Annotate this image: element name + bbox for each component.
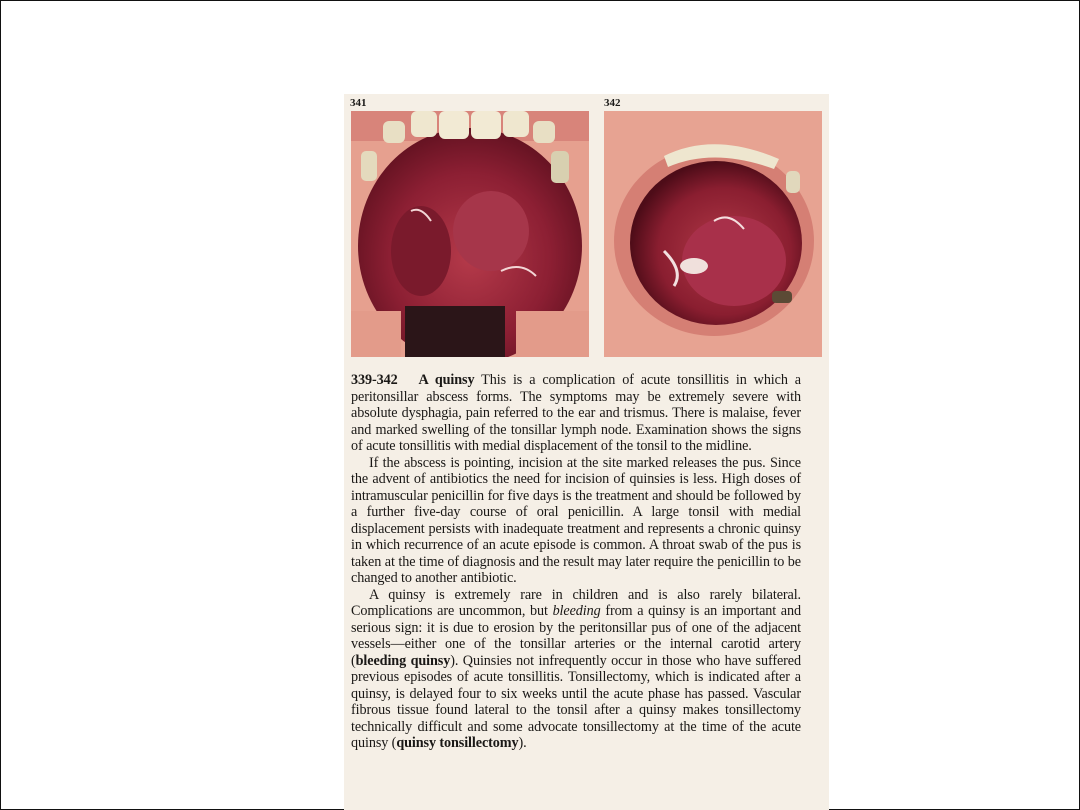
paragraph-1-text: This is a complication of acute tonsillitis in which a peritonsillar abscess forms. The symptoms may be extremely severe with absolute dysphagia, pain referred to the ear and trismus. There is malaise, fever and marked swelling of the tonsillar lymph node. Examination shows the signs of acute tonsillitis with medial displacement of the tonsil to the midline.	[351, 372, 802, 454]
p3-bold-term-1: bleeding quinsy	[355, 652, 451, 669]
p3-text-d: ).	[518, 735, 527, 751]
paragraph-3	[351, 587, 801, 752]
figure-ref: 339-342	[351, 372, 398, 388]
section-title: A quinsy	[418, 372, 475, 388]
paragraph-2: If the abscess is pointing, incision at the site marked releases the pus. Since the advent of antibiotics the need for incision of quinsies is less. High doses of intramuscular penicillin for five days is the treatment and should be followed by a further five-day course of oral penicillin. A large tonsil with medial displacement persists with inadequate treatment and represents a chronic quinsy in which recurrence of an acute episode is common. A throat swab of the pus is taken at the time of diagnosis and the result may later require the penicillin to be changed to another antibiotic.	[351, 454, 801, 586]
p3-text-c: ). Quinsies not infrequently occur in those who have suffered previous episodes of acute tonsillitis. Tonsillectomy, which is indicated after a quinsy, is delayed four to six weeks until the acute phase has passed. Vascular fibrous tissue found lateral to the tonsil after a quinsy makes tonsillectomy technically difficult and some advocate tonsillectomy at the time of the acute quinsy (	[351, 652, 801, 751]
book-page	[344, 94, 829, 810]
p3-text-b: from a quinsy is an important and serious sign: it is due to erosion by the peritonsillar pus of one of the adjacent vessels—either one of the tonsillar arteries or the internal carotid artery (	[351, 603, 801, 669]
p3-text-a: A quinsy is extremely rare in children and is also rarely bilateral. Complications are uncommon, but	[351, 586, 801, 619]
figure-number-342: 342	[604, 97, 621, 109]
figure-342-photo	[604, 111, 822, 357]
p3-bold-term-2: quinsy tonsillectomy	[396, 735, 519, 751]
figure-number-341: 341	[350, 97, 367, 109]
p3-emphasis: bleeding	[552, 603, 601, 619]
paragraph-1	[351, 372, 801, 455]
figure-341-photo	[351, 111, 589, 357]
body-text	[351, 372, 801, 752]
